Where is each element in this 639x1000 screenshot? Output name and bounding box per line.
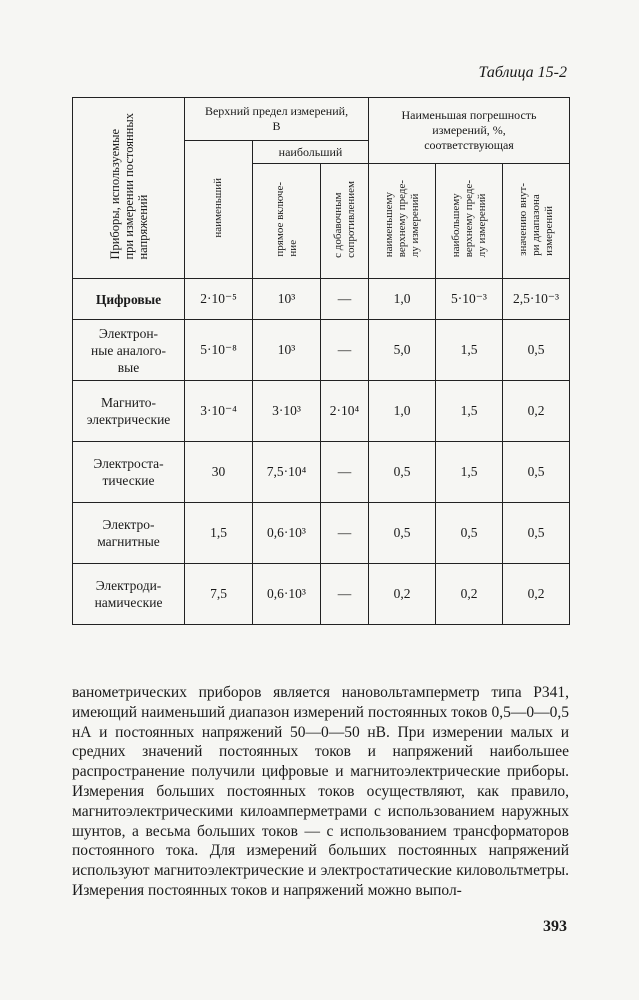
- table-cell-direct: 10³: [253, 279, 321, 320]
- table-cell-name: Электроди- намические: [73, 564, 185, 625]
- table-cell-e1: 0,5: [369, 442, 436, 503]
- table-cell-name: Цифровые: [73, 279, 185, 320]
- header-direct: прямое включе- ние: [253, 164, 321, 279]
- header-least: наименьший: [185, 141, 253, 279]
- table-row: [73, 381, 570, 442]
- table-cell-e2: 1,5: [436, 381, 503, 442]
- table-cell-min: 30: [185, 442, 253, 503]
- table-row: [73, 320, 570, 381]
- table-row: [73, 564, 570, 625]
- table-cell-direct: 0,6·10³: [253, 503, 321, 564]
- header-min-error: Наименьшая погрешность измерений, %, соответствующая: [369, 98, 570, 164]
- header-err-low: наименьшему верхнему преде- лу измерений: [369, 164, 436, 279]
- table-cell-e1: 0,2: [369, 564, 436, 625]
- table-cell-min: 7,5: [185, 564, 253, 625]
- table-cell-e3: 0,5: [503, 320, 570, 381]
- header-upper-limit: Верхний предел измерений, В: [185, 98, 369, 141]
- table-cell-e2: 5·10⁻³: [436, 279, 503, 320]
- header-resistor: с добавочным сопротивлением: [321, 164, 369, 279]
- table-cell-name: Магнито- электрические: [73, 381, 185, 442]
- body-paragraph: ванометрических приборов является нановольтамперметр типа Р341, имеющий наименьший диапазон измерений постоянных токов 0,5—0—0,5 нА и постоянных напряжений 50—0—50 нВ. При измерении малых и средних значений постоянных токов и напряжений наибольшее распространение получили цифровые и магнитоэлектрические приборы. Измерения больших постоянных токов осуществляют, как правило, магнитоэлектрическими килоамперметрами с использованием наружных шунтов, а весьма больших токов — с использованием трансформаторов постоянного тока. Для измерений больших постоянных напряжений используют магнитоэлектрические и электростатические киловольтметры. Измерения постоянных токов и напряжений можно выпол-: [72, 684, 569, 899]
- table-cell-e1: 5,0: [369, 320, 436, 381]
- table-caption: Таблица 15-2: [478, 64, 567, 81]
- table-row: [73, 279, 570, 320]
- table-row: [73, 442, 570, 503]
- table-cell-resistor: —: [321, 442, 369, 503]
- table-cell-name: Электроста- тические: [73, 442, 185, 503]
- table-cell-resistor: —: [321, 503, 369, 564]
- table-cell-e3: 2,5·10⁻³: [503, 279, 570, 320]
- header-err-inside: значению внут- ри диапазона измерений: [503, 164, 570, 279]
- table-cell-min: 5·10⁻⁸: [185, 320, 253, 381]
- table-cell-e2: 0,5: [436, 503, 503, 564]
- table-cell-direct: 0,6·10³: [253, 564, 321, 625]
- header-err-high: наибольшему верхнему преде- лу измерений: [436, 164, 503, 279]
- table-cell-resistor: 2·10⁴: [321, 381, 369, 442]
- table-cell-e2: 0,2: [436, 564, 503, 625]
- table-cell-name: Электро- магнитные: [73, 503, 185, 564]
- table-cell-e2: 1,5: [436, 320, 503, 381]
- table-cell-e3: 0,2: [503, 381, 570, 442]
- measurement-table: [72, 97, 570, 625]
- table-cell-min: 3·10⁻⁴: [185, 381, 253, 442]
- table-cell-min: 2·10⁻⁵: [185, 279, 253, 320]
- table-cell-direct: 10³: [253, 320, 321, 381]
- table-cell-resistor: —: [321, 320, 369, 381]
- table-cell-e3: 0,5: [503, 503, 570, 564]
- table-cell-resistor: —: [321, 279, 369, 320]
- table-cell-direct: 3·10³: [253, 381, 321, 442]
- table-cell-e2: 1,5: [436, 442, 503, 503]
- table-cell-min: 1,5: [185, 503, 253, 564]
- table-cell-e3: 0,2: [503, 564, 570, 625]
- table-cell-resistor: —: [321, 564, 369, 625]
- table-cell-e1: 1,0: [369, 279, 436, 320]
- table-cell-e1: 0,5: [369, 503, 436, 564]
- table-cell-e1: 1,0: [369, 381, 436, 442]
- table-cell-e3: 0,5: [503, 442, 570, 503]
- table-row: [73, 503, 570, 564]
- header-devices: Приборы, используемые при измерении постоянных напряжений: [73, 98, 185, 279]
- page-number: 393: [543, 918, 567, 935]
- table-cell-direct: 7,5·10⁴: [253, 442, 321, 503]
- header-greatest: наибольший: [253, 141, 369, 164]
- table-cell-name: Электрон- ные аналого- вые: [73, 320, 185, 381]
